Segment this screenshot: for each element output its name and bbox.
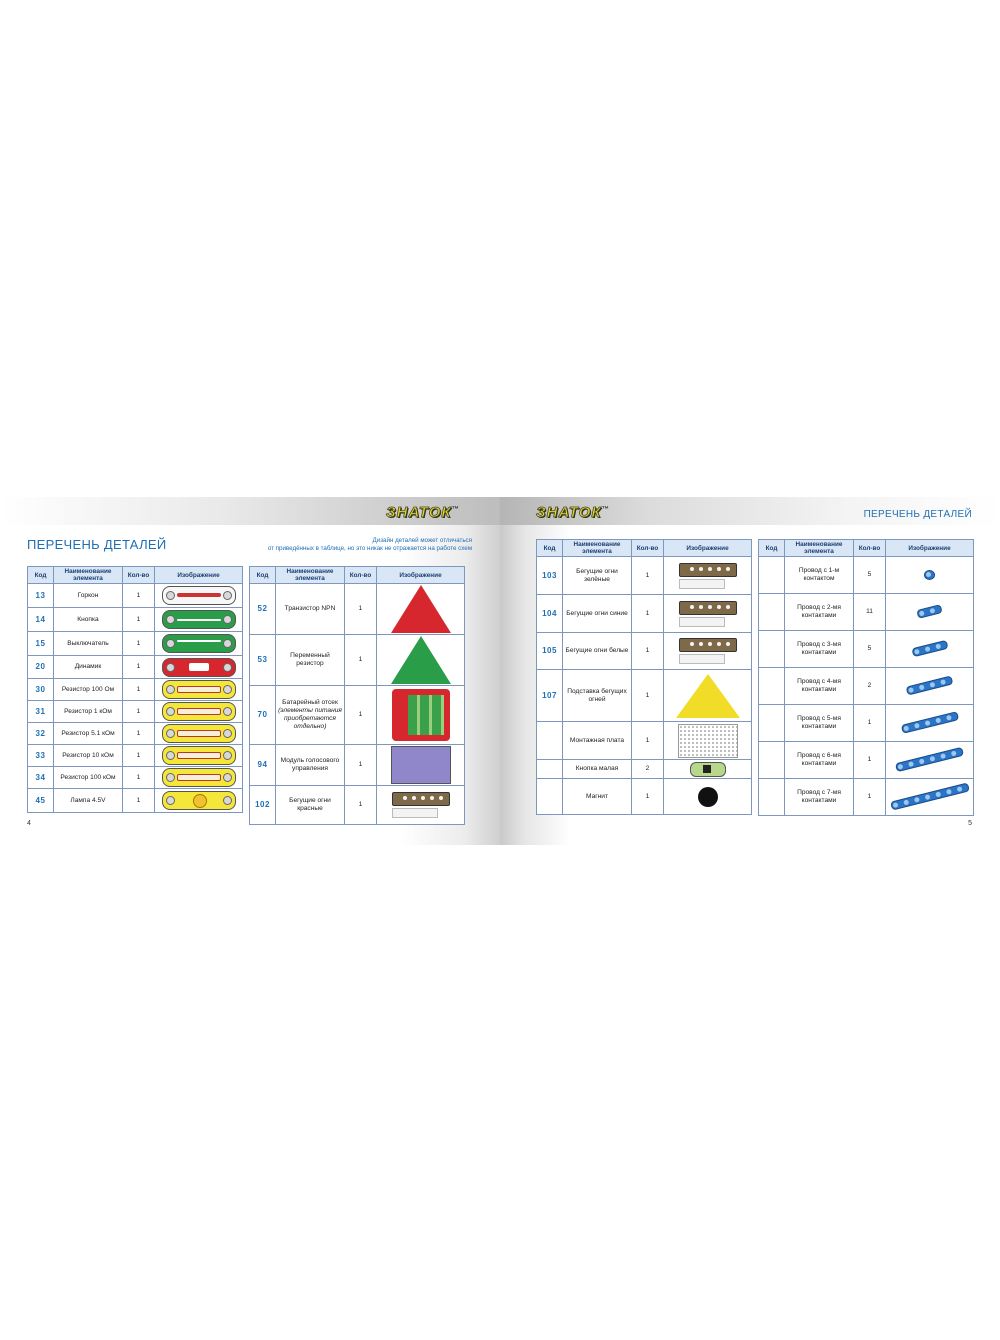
part-quantity: 1 xyxy=(632,722,664,760)
part-name-text: Бегущие огни красные xyxy=(289,797,331,812)
table-row xyxy=(28,656,243,679)
part-code: 30 xyxy=(28,679,54,701)
column-header-code: Код xyxy=(537,540,563,557)
column-header-name: Наименование элемента xyxy=(54,567,123,584)
wire-icon xyxy=(901,720,959,727)
part-image xyxy=(664,633,752,670)
table-row xyxy=(28,767,243,789)
table-row xyxy=(759,631,974,668)
part-name xyxy=(54,632,123,656)
part-quantity: 2 xyxy=(632,760,664,779)
base-grid-icon xyxy=(678,737,738,744)
column-header-qty: Кол-во xyxy=(632,540,664,557)
column-header-code: Код xyxy=(250,567,276,584)
part-code: 20 xyxy=(28,656,54,679)
table-row xyxy=(537,670,752,722)
parts-table-2 xyxy=(249,566,465,825)
table-row xyxy=(250,686,465,745)
part-name xyxy=(276,584,345,635)
part-image xyxy=(664,670,752,722)
column-header-name: Наименование элемента xyxy=(276,567,345,584)
part-quantity: 1 xyxy=(345,686,377,745)
part-code xyxy=(759,705,785,742)
part-quantity: 1 xyxy=(123,584,155,608)
part-name-text: Динамик xyxy=(74,663,102,670)
table-row xyxy=(28,584,243,608)
table-row xyxy=(28,632,243,656)
part-image xyxy=(155,789,243,813)
part-code: 105 xyxy=(537,633,563,670)
horn-icon xyxy=(162,592,236,599)
part-name xyxy=(785,594,854,631)
part-name xyxy=(54,608,123,632)
table-row xyxy=(759,557,974,594)
part-name-text: Бегущие огни синие xyxy=(566,609,628,617)
part-quantity: 1 xyxy=(123,723,155,745)
part-image xyxy=(664,779,752,815)
part-image xyxy=(155,679,243,701)
table-row xyxy=(250,635,465,686)
part-quantity: 1 xyxy=(345,745,377,786)
part-code: 33 xyxy=(28,745,54,767)
column-header-image: Изображение xyxy=(664,540,752,557)
running-lights-icon xyxy=(665,642,750,664)
column-header-qty: Кол-во xyxy=(854,540,886,557)
part-quantity: 1 xyxy=(123,679,155,701)
part-image xyxy=(155,745,243,767)
push-button-icon xyxy=(162,616,236,623)
part-code xyxy=(537,779,563,815)
design-note xyxy=(212,537,472,553)
part-quantity: 1 xyxy=(345,786,377,825)
part-name-text: Монтажная плата xyxy=(569,736,625,744)
part-name xyxy=(785,557,854,594)
part-quantity: 1 xyxy=(123,656,155,679)
part-image xyxy=(886,779,974,816)
part-name-text: Провод с 4-мя контактами xyxy=(797,678,841,693)
part-image xyxy=(377,635,465,686)
resistor-icon xyxy=(162,686,236,693)
column-header-qty: Кол-во xyxy=(345,567,377,584)
part-quantity: 1 xyxy=(632,670,664,722)
parts-table-4 xyxy=(758,539,974,816)
part-name-text: Модуль голосового управления xyxy=(280,757,340,772)
part-quantity: 1 xyxy=(632,633,664,670)
part-quantity: 1 xyxy=(123,608,155,632)
part-quantity: 1 xyxy=(123,789,155,813)
parts-table-1 xyxy=(27,566,243,813)
part-code xyxy=(759,779,785,816)
part-image xyxy=(377,584,465,635)
part-code: 13 xyxy=(28,584,54,608)
page-number: 4 xyxy=(27,820,31,827)
table-row xyxy=(28,679,243,701)
part-name xyxy=(54,679,123,701)
part-image xyxy=(886,705,974,742)
part-name xyxy=(54,723,123,745)
wire-icon xyxy=(912,646,948,653)
brand-logo: ЗНАТОК™ xyxy=(536,504,610,521)
part-name-text: Кнопка xyxy=(77,615,99,623)
part-code: 14 xyxy=(28,608,54,632)
table-row xyxy=(759,742,974,779)
part-code: 94 xyxy=(250,745,276,786)
part-quantity: 1 xyxy=(854,742,886,779)
part-code xyxy=(759,631,785,668)
switch-icon xyxy=(162,640,236,647)
lamp-icon xyxy=(162,797,236,804)
part-name xyxy=(785,631,854,668)
part-name xyxy=(563,760,632,779)
resistor-icon xyxy=(162,708,236,715)
table-row xyxy=(28,701,243,723)
part-name xyxy=(276,635,345,686)
speaker-icon xyxy=(162,664,236,671)
part-image xyxy=(155,701,243,723)
part-image xyxy=(886,631,974,668)
part-image xyxy=(377,686,465,745)
running-lights-icon xyxy=(378,796,463,818)
part-code: 32 xyxy=(28,723,54,745)
part-name-text: Выключатель xyxy=(67,639,109,647)
table-row xyxy=(759,668,974,705)
column-header-name: Наименование элемента xyxy=(785,540,854,557)
wire-icon xyxy=(906,683,953,690)
part-code: 70 xyxy=(250,686,276,745)
part-name xyxy=(54,584,123,608)
booklet-spread xyxy=(0,497,1000,845)
table-row xyxy=(250,745,465,786)
part-name-text: Провод с 2-мя контактами xyxy=(797,604,841,619)
design-note-line-1: Дизайн деталей может отличаться xyxy=(372,537,472,544)
column-header-code: Код xyxy=(28,567,54,584)
wire-icon xyxy=(924,572,935,579)
part-image xyxy=(155,632,243,656)
part-code: 15 xyxy=(28,632,54,656)
table-row xyxy=(537,722,752,760)
small-button-icon xyxy=(690,766,726,773)
part-name-text: Провод с 5-мя контактами xyxy=(797,715,841,730)
table-row xyxy=(759,705,974,742)
part-name-text: Кнопка малая xyxy=(575,765,619,772)
part-name xyxy=(785,705,854,742)
part-name-text: Батарейный отсек xyxy=(282,699,338,706)
part-quantity: 1 xyxy=(854,779,886,816)
part-quantity: 1 xyxy=(854,705,886,742)
part-name xyxy=(563,557,632,595)
part-quantity: 11 xyxy=(854,594,886,631)
part-name-text: Резистор 5.1 кОм xyxy=(61,729,115,737)
part-quantity: 1 xyxy=(345,584,377,635)
part-code: 104 xyxy=(537,595,563,633)
part-code: 34 xyxy=(28,767,54,789)
table-row xyxy=(250,786,465,825)
part-name xyxy=(54,701,123,723)
page-header-title: ПЕРЕЧЕНЬ ДЕТАЛЕЙ xyxy=(863,509,972,520)
part-quantity: 2 xyxy=(854,668,886,705)
part-quantity: 1 xyxy=(123,767,155,789)
part-name-text: Подставка бегущих огней xyxy=(567,687,627,703)
table-row xyxy=(537,595,752,633)
part-image xyxy=(664,760,752,779)
part-name-note: (элементы питания приобретаются отдельно) xyxy=(278,707,342,730)
part-quantity: 5 xyxy=(854,631,886,668)
part-quantity: 1 xyxy=(632,779,664,815)
part-quantity: 1 xyxy=(123,745,155,767)
part-image xyxy=(155,608,243,632)
part-name xyxy=(785,742,854,779)
wire-icon xyxy=(895,757,964,764)
part-image xyxy=(155,656,243,679)
table-row xyxy=(28,723,243,745)
part-code: 103 xyxy=(537,557,563,595)
wire-icon xyxy=(890,794,970,801)
lights-stand-icon xyxy=(676,692,740,699)
part-name-text: Горкон xyxy=(77,591,99,599)
part-name-text: Переменный резистор xyxy=(290,652,330,667)
part-code xyxy=(759,594,785,631)
part-name xyxy=(54,789,123,813)
part-code xyxy=(537,760,563,779)
parts-table-3 xyxy=(536,539,752,815)
part-image xyxy=(886,594,974,631)
table-row xyxy=(537,557,752,595)
part-code xyxy=(759,668,785,705)
battery-holder-icon xyxy=(392,712,450,719)
column-header-image: Изображение xyxy=(377,567,465,584)
right-page xyxy=(500,497,1000,845)
part-image xyxy=(886,668,974,705)
part-name xyxy=(54,656,123,679)
part-image xyxy=(886,742,974,779)
part-name xyxy=(563,670,632,722)
column-header-name: Наименование элемента xyxy=(563,540,632,557)
part-name xyxy=(563,779,632,815)
part-quantity: 1 xyxy=(632,595,664,633)
part-code xyxy=(759,742,785,779)
table-row xyxy=(28,789,243,813)
table-row xyxy=(537,760,752,779)
part-name xyxy=(563,633,632,670)
part-name-text: Резистор 100 Ом xyxy=(61,685,115,693)
part-name xyxy=(785,668,854,705)
running-lights-icon xyxy=(665,604,750,626)
part-name-text: Бегущие огни белые xyxy=(565,647,629,654)
wire-icon xyxy=(917,609,942,616)
resistor-icon xyxy=(162,752,236,759)
part-quantity: 5 xyxy=(854,557,886,594)
part-name xyxy=(563,722,632,760)
transistor-icon xyxy=(391,606,451,613)
table-row xyxy=(759,779,974,816)
part-name-text: Транзистор NPN xyxy=(284,605,336,612)
variable-resistor-icon xyxy=(391,657,451,664)
part-name xyxy=(54,767,123,789)
part-quantity: 1 xyxy=(345,635,377,686)
part-image xyxy=(155,767,243,789)
table-row xyxy=(537,633,752,670)
part-code: 107 xyxy=(537,670,563,722)
column-header-qty: Кол-во xyxy=(123,567,155,584)
part-quantity: 1 xyxy=(632,557,664,595)
part-name xyxy=(276,745,345,786)
part-code xyxy=(537,722,563,760)
column-header-code: Код xyxy=(759,540,785,557)
part-name-text: Провод с 3-мя контактами xyxy=(797,641,841,656)
part-code xyxy=(759,557,785,594)
part-image xyxy=(377,745,465,786)
part-name-text: Провод с 6-мя контактами xyxy=(797,752,841,767)
table-row xyxy=(28,608,243,632)
part-name-text: Провод с 7-мя контактами xyxy=(797,789,841,804)
brand-logo: ЗНАТОК™ xyxy=(386,504,460,521)
part-name xyxy=(54,745,123,767)
magnet-icon xyxy=(698,793,718,800)
column-header-image: Изображение xyxy=(886,540,974,557)
part-image xyxy=(664,722,752,760)
part-image xyxy=(155,723,243,745)
table-row xyxy=(537,779,752,815)
part-name xyxy=(276,786,345,825)
part-quantity: 1 xyxy=(123,701,155,723)
design-note-line-2: от приведённых в таблице, но это никак не отражается на работе схем xyxy=(267,545,472,552)
part-name-text: Резистор 10 кОм xyxy=(62,751,114,759)
part-code: 102 xyxy=(250,786,276,825)
part-code: 45 xyxy=(28,789,54,813)
part-code: 31 xyxy=(28,701,54,723)
table-row xyxy=(28,745,243,767)
part-image xyxy=(155,584,243,608)
part-name-text: Бегущие огни зелёные xyxy=(576,567,618,583)
resistor-icon xyxy=(162,774,236,781)
part-name xyxy=(785,779,854,816)
resistor-icon xyxy=(162,730,236,737)
part-name xyxy=(563,595,632,633)
column-header-image: Изображение xyxy=(155,567,243,584)
part-code: 52 xyxy=(250,584,276,635)
part-code: 53 xyxy=(250,635,276,686)
left-page xyxy=(0,497,500,845)
part-name-text: Провод с 1-м контактом xyxy=(798,567,840,582)
part-image xyxy=(664,557,752,595)
table-row xyxy=(759,594,974,631)
part-name xyxy=(276,686,345,745)
part-image xyxy=(377,786,465,825)
part-image xyxy=(886,557,974,594)
part-name-text: Лампа 4.5V xyxy=(70,796,106,804)
page-title: ПЕРЕЧЕНЬ ДЕТАЛЕЙ xyxy=(27,537,167,552)
page-number: 5 xyxy=(968,820,972,827)
running-lights-icon xyxy=(665,566,750,588)
table-row xyxy=(250,584,465,635)
part-name-text: Резистор 1 кОм xyxy=(64,707,112,715)
part-quantity: 1 xyxy=(123,632,155,656)
part-name-text: Резистор 100 кОм xyxy=(60,773,116,781)
part-image xyxy=(664,595,752,633)
part-name-text: Магнит xyxy=(586,792,608,800)
voice-module-icon xyxy=(391,762,451,769)
